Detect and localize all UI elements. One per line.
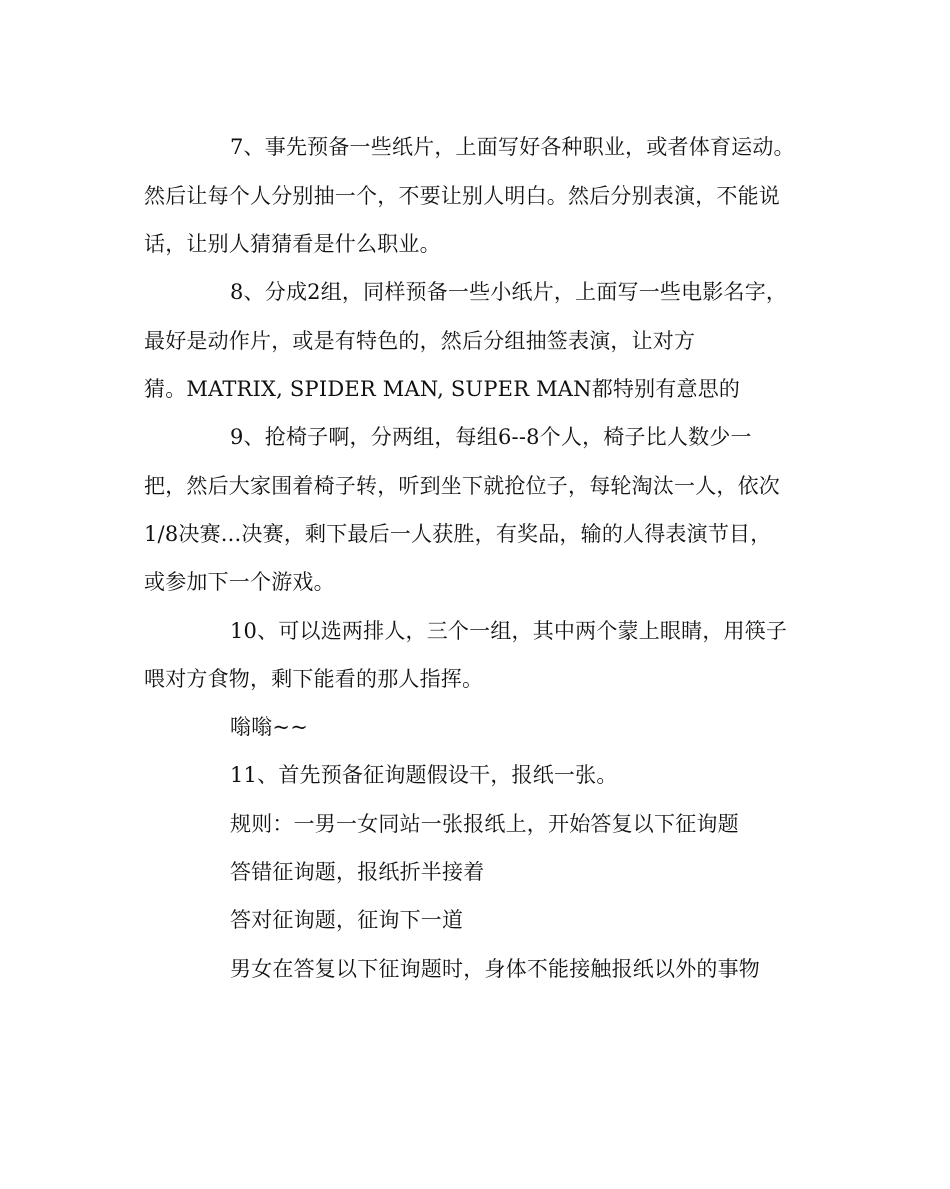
- rules-line-3: 答对征询题，征询下一道: [230, 908, 464, 932]
- paragraph-9-line-2: 把，然后大家围着椅子转，听到坐下就抢位子，每轮淘汰一人，依次: [144, 474, 780, 498]
- paragraph-9-line-3: 1/8决赛...决赛，剩下最后一人获胜，有奖品，输的人得表演节目，: [144, 522, 772, 546]
- paragraph-7-line-2: 然后让每个人分别抽一个，不要让别人明白。然后分别表演，不能说: [144, 184, 780, 208]
- paragraph-8-line-2: 最好是动作片，或是有特色的，然后分组抽签表演，让对方: [144, 329, 696, 353]
- paragraph-11-line-1: 11、首先预备征询题假设干，报纸一张。: [230, 763, 618, 787]
- paragraph-8-line-1: 8、分成2组，同样预备一些小纸片，上面写一些电影名字，: [230, 280, 788, 304]
- paragraph-9-line-1: 9、抢椅子啊，分两组，每组6--8个人，椅子比人数少一: [230, 425, 752, 449]
- rules-line-1: 规则：一男一女同站一张报纸上，开始答复以下征询题: [230, 812, 739, 836]
- paragraph-10-line-2: 喂对方食物，剩下能看的那人指挥。: [144, 667, 484, 691]
- rules-line-4: 男女在答复以下征询题时，身体不能接触报纸以外的事物: [230, 957, 760, 981]
- paragraph-7-line-3: 话，让别人猜猜看是什么职业。: [144, 232, 441, 256]
- paragraph-9-line-4: 或参加下一个游戏。: [144, 570, 335, 594]
- paragraph-10-line-1: 10、可以选两排人，三个一组，其中两个蒙上眼睛，用筷子: [230, 619, 788, 643]
- paragraph-8-line-3: 猜。MATRIX, SPIDER MAN, SUPER MAN都特别有意思的: [144, 377, 741, 401]
- paragraph-buzz: 嗡嗡~~: [230, 715, 308, 739]
- paragraph-7-line-1: 7、事先预备一些纸片，上面写好各种职业，或者体育运动。: [230, 135, 795, 159]
- rules-line-2: 答错征询题，报纸折半接着: [230, 860, 485, 884]
